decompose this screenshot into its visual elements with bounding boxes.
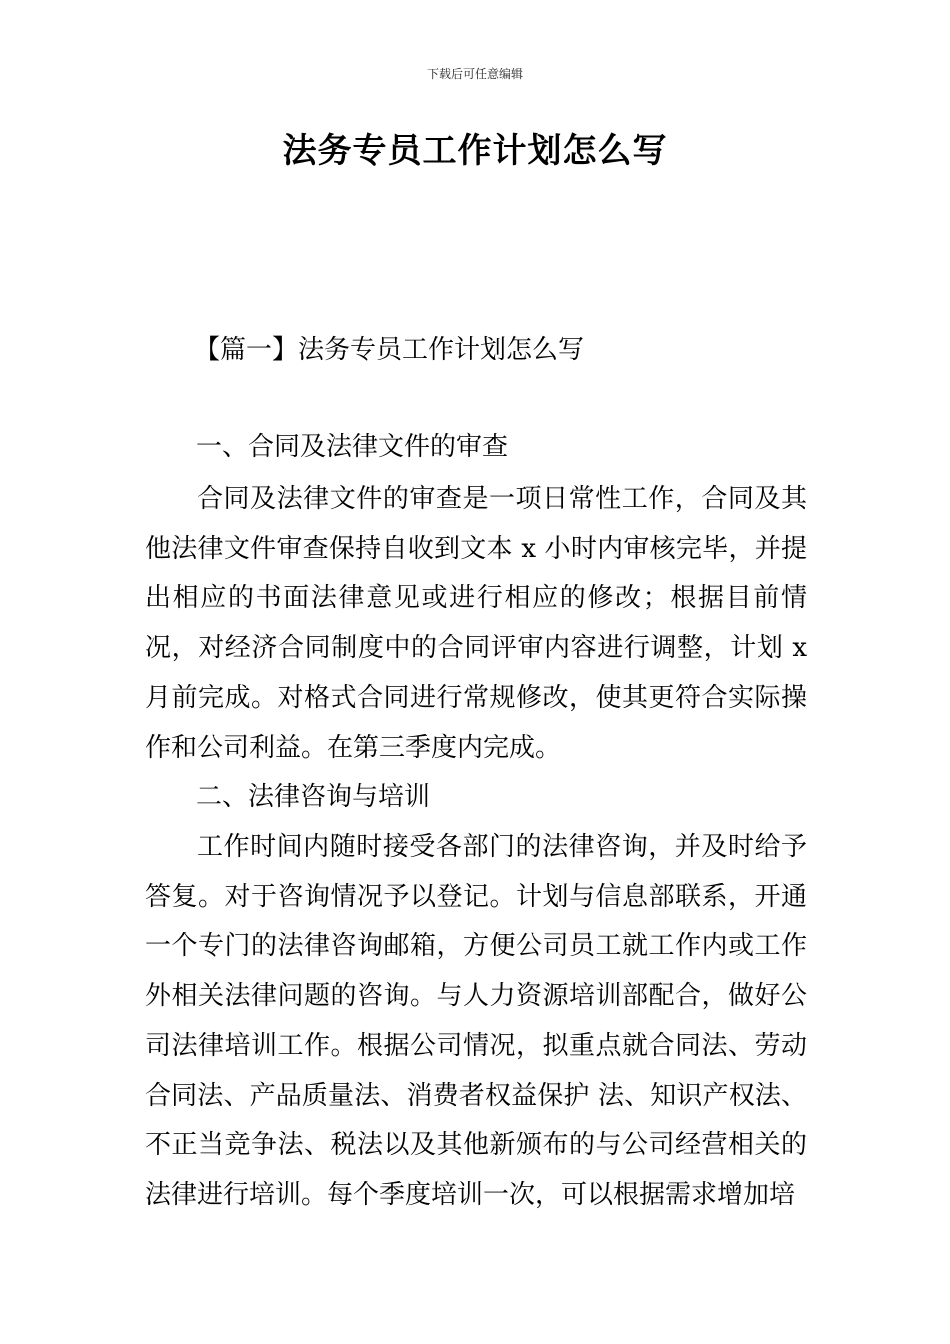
document-title: 法务专员工作计划怎么写 [282, 131, 668, 171]
section-heading-legal-consulting: 二、法律咨询与培训 [196, 782, 431, 812]
chapter-heading: 【篇一】法务专员工作计划怎么写 [194, 335, 585, 365]
section-heading-contract-review: 一、合同及法律文件的审查 [196, 432, 509, 462]
section-body-legal-consulting [145, 823, 807, 1243]
paragraph: 工作时间内随时接受各部门的法律咨询，并及时给予答复。对于咨询情况予以登记。计划与信息部联系，开通一个专门的法律咨询邮箱，方便公司员工就工作内或工作外相关法律问题的咨询。与人力资源培训部配合，做好公司法律培训工作。根据公司情况，拟重点就合同法、劳动合同法、产品质量法、消费者权益保护 法、知识产权法、不正当竞争法、税法以及其他新颁布的与公司经营相关的法律进行培训。每个季度培训一次，可以根据需求增加培 [145, 832, 807, 1210]
header-note: 下载后可任意编辑 [426, 67, 523, 81]
paragraph: 合同及法律文件的审查是一项日常性工作，合同及其他法律文件审查保持自收到文本 x 小时内审核完毕，并提出相应的书面法律意见或进行相应的修改；根据目前情况，对经济合同制度中的合同评审内容进行调整，计划 x 月前完成。对格式合同进行常规修改，使其更符合实际操作和公司利益。在第三季度内完成。 [145, 484, 807, 763]
section-body-contract-review [145, 475, 807, 773]
